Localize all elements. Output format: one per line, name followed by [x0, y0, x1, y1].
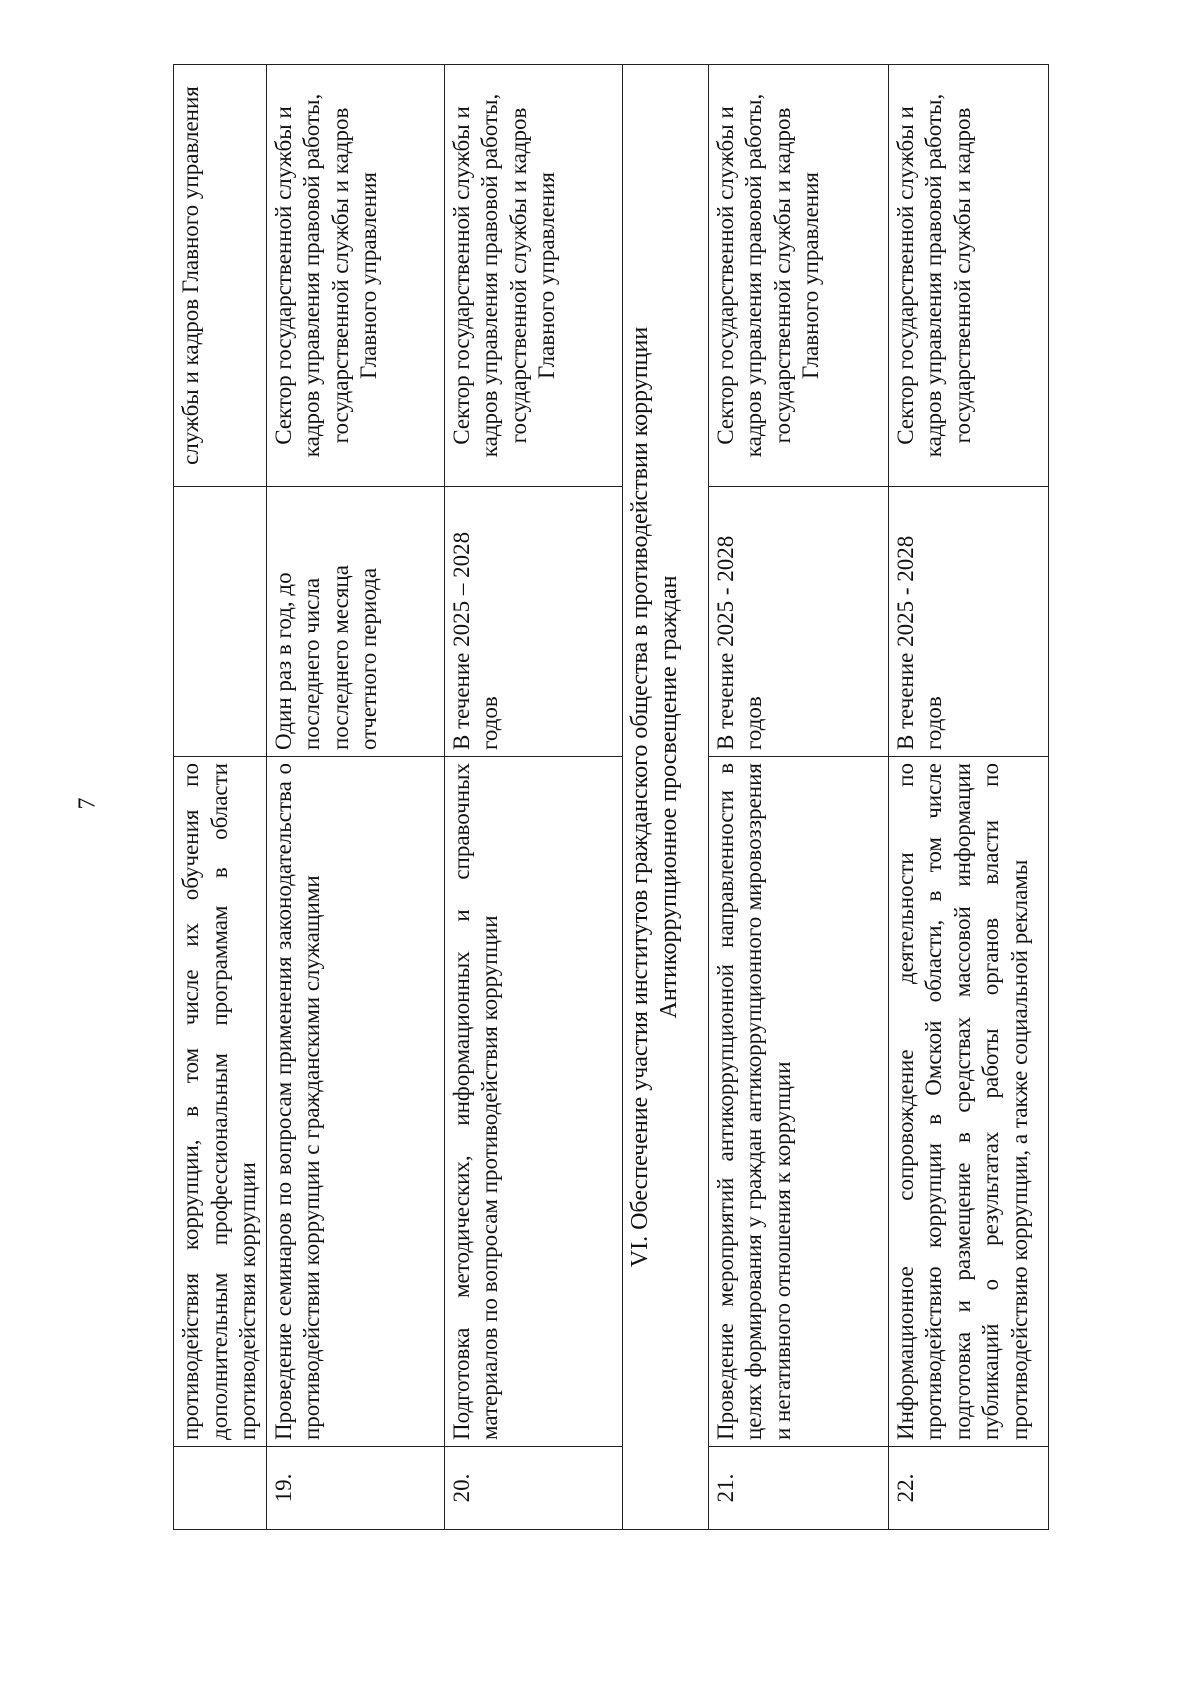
term-cell: В течение 2025 - 2028 годов — [888, 487, 1048, 757]
measure-cell: Информационное сопровождение деятельности по противодействию коррупции в Омской области, в том числе подготовка и размещение в средствах массовой информации публикаций о результатах работы органов власти по противодействию коррупции, а также социальной рекламы — [888, 757, 1048, 1447]
table-row — [266, 65, 444, 1530]
responsible-cell: Сектор государственной службы и кадров управления правовой работы, государственной службы и кадров Главного управления — [266, 65, 444, 487]
table-row — [708, 65, 888, 1530]
responsible-cell: Сектор государственной службы и кадров управления правовой работы, государственной службы и кадров — [888, 65, 1048, 487]
rotated-page-content — [173, 65, 1083, 1530]
row-number: 22. — [888, 1447, 1048, 1530]
responsible-cell: Сектор государственной службы и кадров управления правовой работы, государственной службы и кадров Главного управления — [708, 65, 888, 487]
term-cell: Один раз в год, до последнего числа последнего месяца отчетного периода — [266, 487, 444, 757]
row-number — [174, 1447, 267, 1530]
table-row — [888, 65, 1048, 1530]
page-number: 7 — [74, 797, 101, 810]
row-number: 20. — [444, 1447, 622, 1530]
section-subtitle: Антикоррупционное просвещение граждан — [656, 575, 683, 1019]
row-number: 21. — [708, 1447, 888, 1530]
section-heading-row — [622, 65, 708, 1530]
row-number: 19. — [266, 1447, 444, 1530]
measure-cell: противодействия коррупции, в том числе их обучения по дополнительным профессиональным программам в области противодействия коррупции — [174, 757, 267, 1447]
measure-cell: Проведение семинаров по вопросам применения законодательства о противодействии коррупции с гражданскими служащими — [266, 757, 444, 1447]
term-cell: В течение 2025 - 2028 годов — [708, 487, 888, 757]
anticorruption-plan-table — [173, 64, 1049, 1530]
section-heading — [622, 65, 708, 1530]
responsible-cell: Сектор государственной службы и кадров управления правовой работы, государственной службы и кадров Главного управления — [444, 65, 622, 487]
measure-cell: Подготовка методических, информационных и справочных материалов по вопросам противодействия коррупции — [444, 757, 622, 1447]
table-row — [444, 65, 622, 1530]
term-cell — [174, 487, 267, 757]
section-title: VI. Обеспечение участия институтов гражданского общества в противодействии коррупции — [626, 326, 653, 1268]
term-cell: В течение 2025 – 2028 годов — [444, 487, 622, 757]
measure-cell: Проведение мероприятий антикоррупционной направленности в целях формирования у граждан антикоррупционного мировоззрения и негативного отношения к коррупции — [708, 757, 888, 1447]
table-row — [174, 65, 267, 1530]
responsible-cell: службы и кадров Главного управления — [174, 65, 267, 487]
